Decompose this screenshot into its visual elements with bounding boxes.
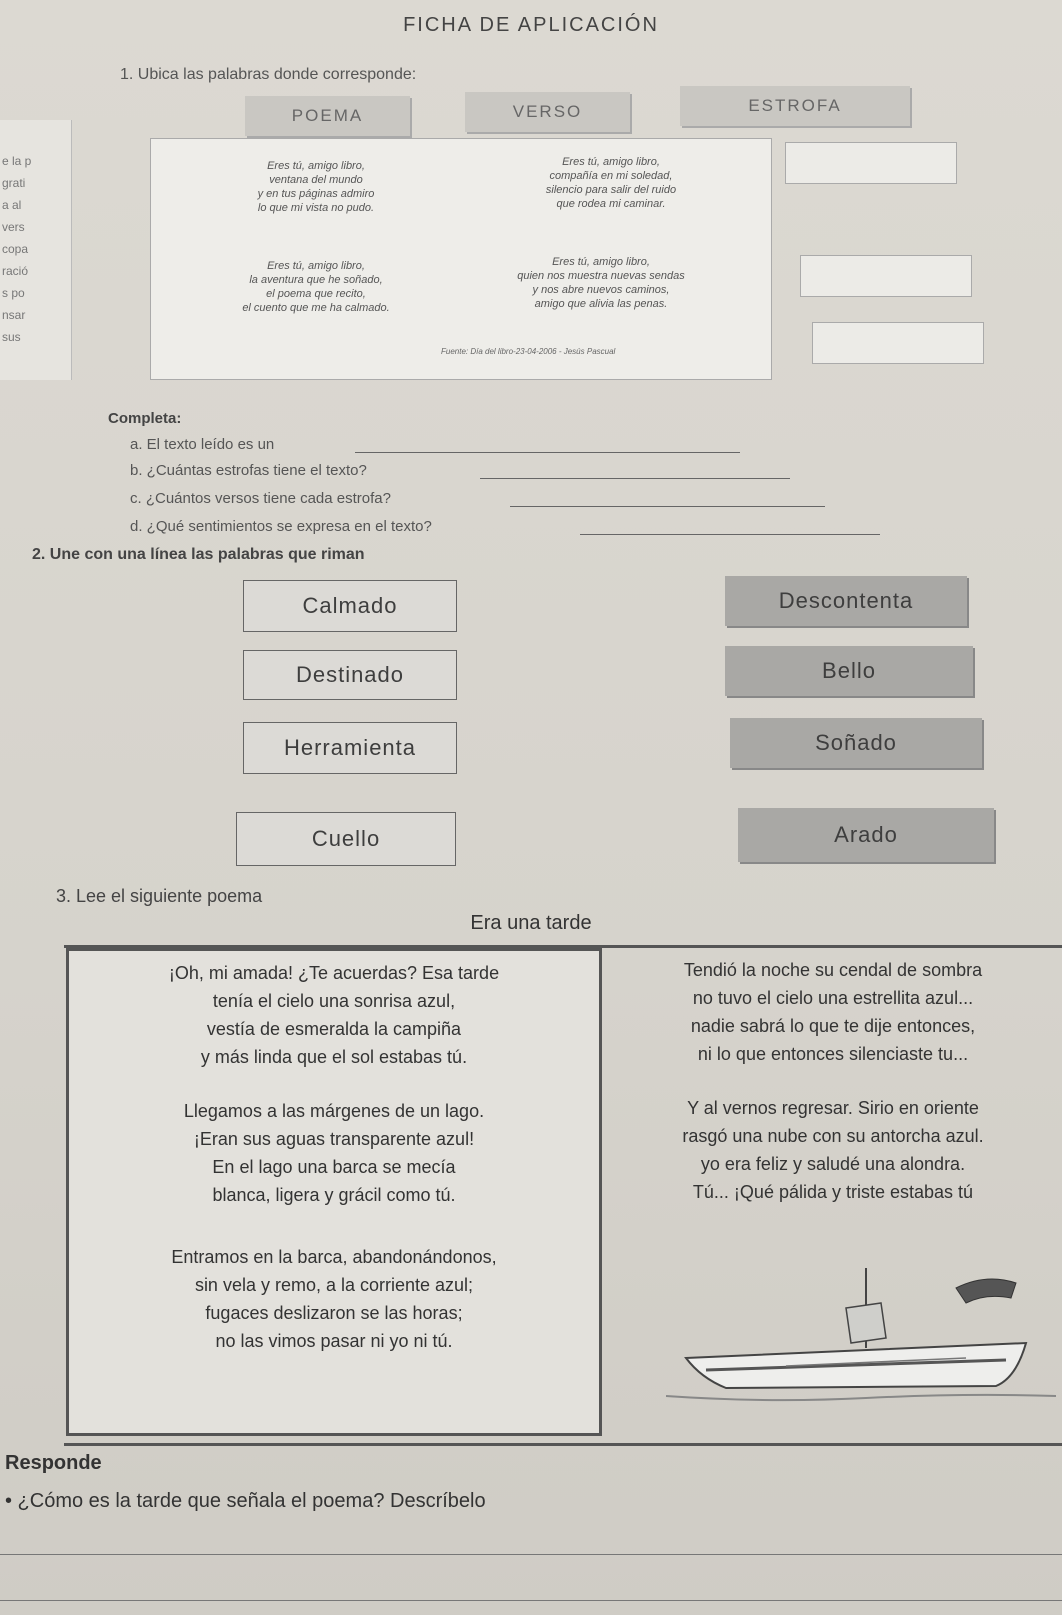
poem-verse: Y al vernos regresar. Sirio en oriente [687, 1098, 979, 1118]
poem-source: Fuente: Día del libro-23-04-2006 - Jesús Pascual [441, 347, 616, 356]
poem-verse: Tú... ¡Qué pálida y triste estabas tú [692, 1182, 974, 1202]
poem-verse: no las vimos pasar ni yo ni tú. [215, 1331, 453, 1351]
poem-verse: vestía de esmeralda la campiña [206, 1019, 462, 1039]
poem-stanza-3 [69, 1243, 599, 1355]
poem-stanza: Eres tú, amigo libro, quien nos muestra nuevas sendas y nos abre nuevos caminos, amigo que alivia las penas. [517, 256, 685, 310]
poem-stanza-2 [69, 1097, 599, 1209]
poem-verse: ¡Oh, mi amada! ¿Te acuerdas? Esa tarde [168, 963, 500, 983]
poem-verse: yo era feliz y saludé una alondra. [700, 1154, 966, 1174]
answer-line-c[interactable] [510, 506, 825, 507]
poem-verse: Entramos en la barca, abandonándonos, [171, 1247, 497, 1267]
word-card-verso[interactable]: VERSO [465, 92, 630, 132]
strip-line: grati [2, 176, 26, 190]
poem-left-column [66, 948, 602, 1436]
friend-book-poem [150, 138, 772, 380]
completa-heading: Completa: [108, 410, 182, 427]
rhyme-word-calmado[interactable]: Calmado [243, 580, 457, 632]
boat-illustration [666, 1248, 1056, 1408]
question-1-prompt: 1. Ubica las palabras donde corresponde: [120, 66, 417, 83]
poem-stanza: Eres tú, amigo libro, la aventura que he soñado, el poema que recito, el cuento que me ha calmado. [242, 260, 390, 314]
word-card-poema[interactable]: POEMA [245, 96, 410, 136]
completa-item-d: d. ¿Qué sentimientos se expresa en el texto? [130, 518, 432, 535]
rhyme-word-herramienta[interactable]: Herramienta [243, 722, 457, 774]
completa-item-c: c. ¿Cuántos versos tiene cada estrofa? [130, 490, 391, 507]
poem-verse: Llegamos a las márgenes de un lago. [183, 1101, 485, 1121]
answer-box-verso[interactable] [800, 255, 972, 297]
page-title: FICHA DE APLICACIÓN [403, 14, 659, 36]
rhyme-word-sonado[interactable]: Soñado [730, 718, 982, 768]
poem-title: Era una tarde [470, 912, 592, 934]
poem-verse: nadie sabrá lo que te dije entonces, [690, 1016, 976, 1036]
strip-line: e la p [2, 154, 32, 168]
answer-line-d[interactable] [580, 534, 880, 535]
answer-line-1[interactable] [0, 1554, 1062, 1555]
question-2-prompt: 2. Une con una línea las palabras que riman [32, 546, 365, 563]
poem-verse: y más linda que el sol estabas tú. [200, 1047, 468, 1067]
answer-box-estrofa[interactable] [785, 142, 957, 184]
poem-verse: rasgó una nube con su antorcha azul. [682, 1126, 984, 1146]
rhyme-word-cuello[interactable]: Cuello [236, 812, 456, 866]
poem-verse: tenía el cielo una sonrisa azul, [212, 991, 456, 1011]
poem-stanza-5 [606, 1094, 1060, 1206]
rhyme-word-destinado[interactable]: Destinado [243, 650, 457, 700]
strip-line: copa [2, 242, 29, 256]
answer-line-2[interactable] [0, 1600, 1062, 1601]
strip-line: s po [2, 286, 25, 300]
answer-box-poema[interactable] [812, 322, 984, 364]
poem-stanza-4 [606, 956, 1060, 1068]
question-3-prompt: 3. Lee el siguiente poema [56, 886, 263, 906]
strip-line: a al [2, 198, 22, 212]
completa-item-a: a. El texto leído es un [130, 436, 275, 453]
poem-verse: ni lo que entonces silenciaste tu... [697, 1044, 969, 1064]
strip-line: nsar [2, 308, 26, 322]
strip-line: sus [2, 330, 21, 344]
poem-verse: En el lago una barca se mecía [212, 1157, 456, 1177]
poem-verse: Tendió la noche su cendal de sombra [683, 960, 983, 980]
answer-line-b[interactable] [480, 478, 790, 479]
rhyme-word-arado[interactable]: Arado [738, 808, 994, 862]
poem-stanza: Eres tú, amigo libro, compañía en mi soledad, silencio para salir del ruido que rodea mi caminar. [545, 156, 677, 210]
rhyme-word-bello[interactable]: Bello [725, 646, 973, 696]
responde-heading: Responde [5, 1452, 102, 1474]
poem-right-column [606, 948, 1062, 1436]
strip-line: vers [2, 220, 25, 234]
rhyme-word-descontenta[interactable]: Descontenta [725, 576, 967, 626]
strip-line: ració [2, 264, 29, 278]
poem-verse: fugaces deslizaron se las horas; [205, 1303, 463, 1323]
poem-verse: no tuvo el cielo una estrellita azul... [692, 988, 974, 1008]
responde-question: • ¿Cómo es la tarde que señala el poema? Descríbelo [5, 1490, 486, 1512]
poem-verse: blanca, ligera y grácil como tú. [212, 1185, 456, 1205]
poem-verse: sin vela y remo, a la corriente azul; [194, 1275, 474, 1295]
completa-item-b: b. ¿Cuántas estrofas tiene el texto? [130, 462, 367, 479]
poem-stanza-1 [69, 959, 599, 1071]
word-card-estrofa[interactable]: ESTROFA [680, 86, 910, 126]
poem-stanza: Eres tú, amigo libro, ventana del mundo y en tus páginas admiro lo que mi vista no pudo. [257, 160, 375, 214]
answer-line-a[interactable] [355, 452, 740, 453]
adjacent-page-strip [0, 120, 72, 380]
poem-verse: ¡Eran sus aguas transparente azul! [193, 1129, 475, 1149]
